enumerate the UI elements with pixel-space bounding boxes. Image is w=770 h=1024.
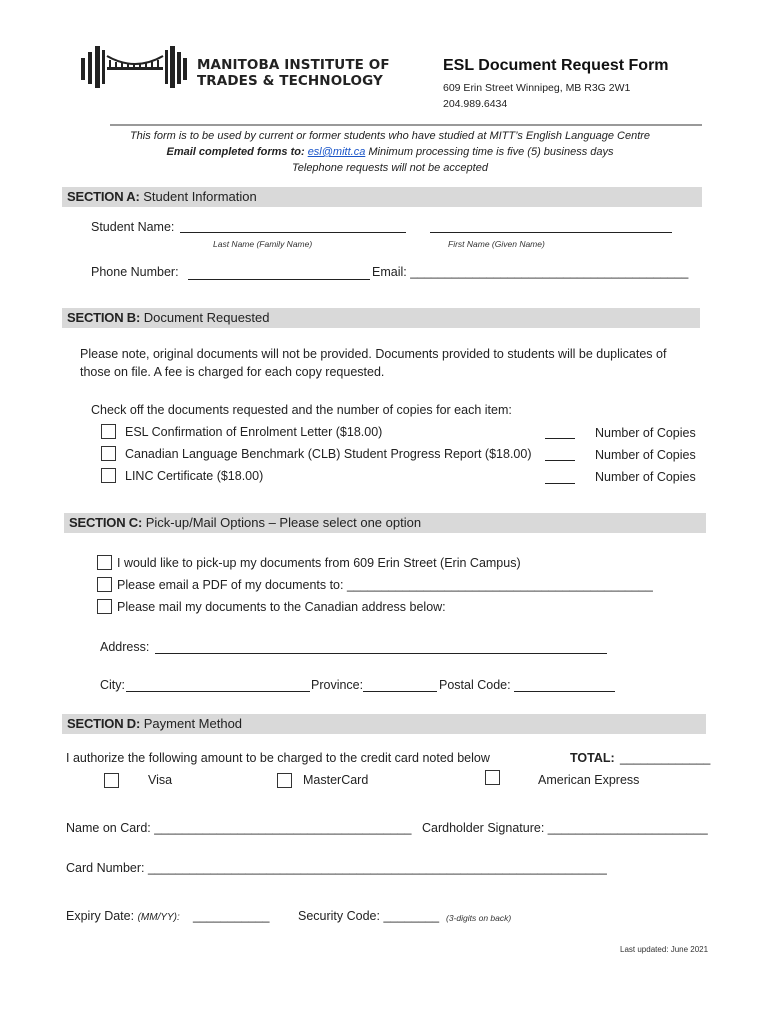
expiry-format: (MM/YY):	[137, 912, 180, 923]
total-label: TOTAL:	[570, 751, 615, 765]
org-name-line2: TRADES & TECHNOLOGY	[197, 73, 383, 89]
document-item-label: ESL Confirmation of Enrolment Letter ($18.00)	[125, 425, 383, 439]
phone-number-field[interactable]	[188, 279, 370, 280]
intro-line2	[80, 146, 700, 158]
form-title: ESL Document Request Form	[443, 57, 669, 74]
total-field[interactable]: _____________	[620, 751, 711, 765]
expiry-date-label	[66, 909, 180, 923]
section-c-header	[64, 513, 706, 533]
authorize-text: I authorize the following amount to be charged to the credit card noted below	[66, 751, 490, 765]
visa-label: Visa	[148, 773, 173, 787]
mail-option-label: Please mail my documents to the Canadian address below:	[117, 600, 446, 614]
postal-code-label: Postal Code:	[439, 678, 511, 692]
section-b-header	[62, 308, 700, 328]
student-name-label: Student Name:	[91, 220, 175, 234]
postal-code-field[interactable]	[514, 691, 615, 692]
section-d-tag: SECTION D:	[67, 716, 141, 731]
copies-field[interactable]	[545, 438, 575, 439]
city-label: City:	[100, 678, 125, 692]
copies-label: Number of Copies	[595, 448, 696, 462]
section-c-title: Pick-up/Mail Options – Please select one option	[145, 515, 422, 530]
email-pdf-option-label: Please email a PDF of my documents to: ____________________________________________	[117, 578, 653, 592]
last-name-field[interactable]	[180, 232, 406, 233]
security-code-field[interactable]: Security Code: ________	[298, 909, 440, 923]
section-b-title: Document Requested	[143, 310, 270, 325]
section-b-note-line1: Please note, original documents will not be provided. Documents provided to students will be duplicates of	[80, 347, 667, 361]
intro-email-link[interactable]: esl@mitt.ca	[307, 146, 366, 158]
visa-checkbox[interactable]	[104, 773, 119, 788]
amex-label: American Express	[538, 773, 640, 787]
cardholder-signature-field[interactable]: Cardholder Signature: _______________________	[422, 821, 708, 835]
city-field[interactable]	[126, 691, 310, 692]
intro-email-label: Email completed forms to:	[166, 146, 305, 158]
intro-line1: This form is to be used by current or former students who have studied at MITT’s English Language Centre	[129, 130, 651, 142]
section-a-tag: SECTION A:	[67, 189, 140, 204]
org-phone: 204.989.6434	[443, 98, 508, 110]
document-checkbox[interactable]	[101, 424, 116, 439]
address-label: Address:	[100, 640, 150, 654]
mastercard-checkbox[interactable]	[277, 773, 292, 788]
document-item-label: LINC Certificate ($18.00)	[125, 469, 264, 483]
section-b-note-line2: those on file. A fee is charged for each copy requested.	[80, 365, 385, 379]
province-field[interactable]	[363, 691, 437, 692]
org-name	[197, 57, 390, 89]
org-address: 609 Erin Street Winnipeg, MB R3G 2W1	[443, 82, 631, 94]
last-name-caption: Last Name (Family Name)	[213, 239, 313, 249]
first-name-field[interactable]	[430, 232, 672, 233]
expiry-label: Expiry Date:	[66, 909, 135, 923]
pickup-checkbox[interactable]	[97, 555, 112, 570]
section-b-tag: SECTION B:	[67, 310, 141, 325]
header-divider	[110, 124, 702, 126]
document-item-label: Canadian Language Benchmark (CLB) Student Progress Report ($18.00)	[125, 447, 532, 461]
copies-label: Number of Copies	[595, 470, 696, 484]
name-on-card-field[interactable]: Name on Card: _____________________________________	[66, 821, 412, 835]
phone-number-label: Phone Number:	[91, 265, 179, 279]
email-field[interactable]: Email: ________________________________________	[372, 265, 689, 279]
intro-line3: Telephone requests will not be accepted	[292, 162, 488, 174]
amex-checkbox[interactable]	[485, 770, 500, 785]
last-updated: Last updated: June 2021	[620, 945, 709, 954]
document-checkbox[interactable]	[101, 446, 116, 461]
email-pdf-checkbox[interactable]	[97, 577, 112, 592]
copies-field[interactable]	[545, 460, 575, 461]
document-checkbox[interactable]	[101, 468, 116, 483]
address-field[interactable]	[155, 653, 607, 654]
mitt-logo	[79, 42, 189, 90]
province-label: Province:	[311, 678, 364, 692]
section-d-title: Payment Method	[143, 716, 243, 731]
mastercard-label: MasterCard	[303, 773, 369, 787]
section-c-tag: SECTION C:	[69, 515, 143, 530]
org-name-line1: MANITOBA INSTITUTE OF	[197, 57, 390, 73]
security-code-hint: (3-digits on back)	[446, 913, 512, 923]
copies-label: Number of Copies	[595, 426, 696, 440]
section-d-header	[62, 714, 706, 734]
section-a-title: Student Information	[143, 189, 257, 204]
pickup-option-label: I would like to pick-up my documents from 609 Erin Street (Erin Campus)	[117, 556, 521, 570]
section-a-header	[62, 187, 702, 207]
intro-processing-time: Minimum processing time is five (5) business days	[365, 146, 614, 158]
check-instruction: Check off the documents requested and the number of copies for each item:	[91, 403, 512, 417]
copies-field[interactable]	[545, 483, 575, 484]
mail-checkbox[interactable]	[97, 599, 112, 614]
card-number-field[interactable]: Card Number: __________________________________________________________________	[66, 861, 607, 875]
expiry-date-field[interactable]: ___________	[193, 909, 270, 923]
first-name-caption: First Name (Given Name)	[448, 239, 545, 249]
